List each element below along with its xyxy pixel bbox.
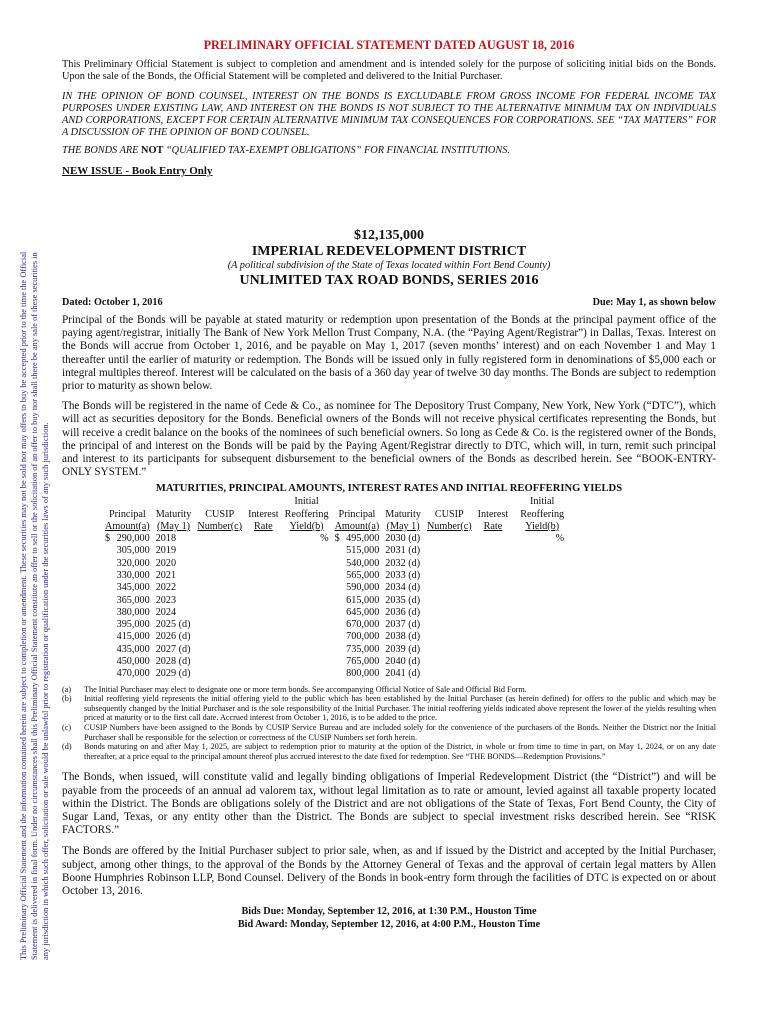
bids-due: Bids Due: Monday, September 12, 2016, at 1:30 P.M., Houston Time [241,906,537,918]
principal-amount: 800,000 [346,668,380,680]
col-principal-right: Principal [338,508,376,520]
reoffering-yield [517,582,567,594]
dollar-sign [332,631,343,643]
dollar-sign [102,668,113,680]
dollar-sign [102,607,113,619]
principal-amount: 495,000 [346,533,380,545]
col-amount-left: Amount(a) [105,520,150,532]
col-amount-right: Amount(a) [334,520,380,532]
reoffering-yield [282,558,332,570]
col-cusip-right: CUSIP [434,508,464,520]
intro-paragraph: This Preliminary Official Statement is subject to completion and amendment and is intended solely for the purpose of soliciting initial bids on the Bonds. Upon the sale of the Bonds, the Official Statement will be completed and delivered to the Initial Purchaser. [62,59,716,82]
cusip-number [194,644,245,656]
principal-amount: 700,000 [346,631,380,643]
offering-amount: $12,135,000 [354,228,424,243]
dollar-sign [102,570,113,582]
cusip-number [424,545,475,557]
principal-amount: 765,000 [346,656,380,668]
principal-amount: 670,000 [346,619,380,631]
principal-amount: 540,000 [346,557,380,569]
principal-amount: 470,000 [116,668,150,680]
table-row [102,570,567,582]
footnotes [62,685,716,762]
reoffering-yield [517,607,567,619]
footnote-text: Initial reoffering yield represents the initial offering yield to the public which has been established by the Initial Purchaser (as herein defined) for offers to the public and which may be subsequently changed by the Initial Purchaser and is the sole responsibility of the Initial Purchaser. The initial reoffering yields indicated above represent the lower of the yields resulting when priced at maturity or to the first call date. Accrued interest from October 1, 2016, is to be added to the price. [84,694,716,723]
disclaimer-line-2: Statement is delivered in final form. Under no circumstances shall this Preliminary Official Statement constitute an offer to sell or the solicitation of an offer to buy nor shall there be any sale of these securities in [30,252,40,960]
principal-amount: 515,000 [346,545,380,557]
interest-rate [475,644,512,656]
reoffering-yield [282,668,332,680]
series-title: UNLIMITED TAX ROAD BONDS, SERIES 2016 [239,273,539,288]
principal-amount: 290,000 [116,533,150,545]
cusip-number [194,656,245,668]
district-name: IMPERIAL REDEVELOPMENT DISTRICT [251,244,527,259]
principal-amount: 435,000 [116,643,150,655]
reoffering-yield [282,582,332,594]
dollar-sign [332,668,343,680]
table-row [102,533,567,545]
dollar-sign [102,558,113,570]
interest-rate [245,533,282,545]
principal-amount: 305,000 [116,545,150,557]
new-issue-label: NEW ISSUE - Book Entry Only [62,165,213,177]
interest-rate [475,570,512,582]
cusip-number [194,619,245,631]
cusip-number [194,607,245,619]
cusip-number [424,533,475,545]
principal-amount: 450,000 [116,656,150,668]
col-yieldb-right: Yield(b) [525,520,560,532]
interest-rate [245,582,282,594]
footnote [62,723,716,742]
interest-rate [475,656,512,668]
qualified-post: “QUALIFIED TAX-EXEMPT OBLIGATIONS” FOR FINANCIAL INSTITUTIONS. [163,145,510,156]
footnote [62,694,716,723]
interest-rate [245,570,282,582]
reoffering-yield [282,607,332,619]
maturity-year: 2018 [155,533,177,545]
cusip-number [194,595,245,607]
interest-rate [475,607,512,619]
col-may1-right: (May 1) [386,520,420,532]
cusip-number [194,668,245,680]
maturity-year: 2022 [155,582,177,594]
dates-row [62,297,716,308]
maturities-table [102,496,567,680]
bid-award: Bid Award: Monday, September 12, 2016, at 4:00 P.M., Houston Time [237,918,541,930]
dollar-sign [102,582,113,594]
reoffering-yield [282,656,332,668]
cusip-number [194,545,245,557]
maturity-year: 2029 (d) [155,668,191,680]
table-row [102,582,567,594]
qualified-pre: THE BONDS ARE [62,145,142,156]
reoffering-yield: % [320,533,329,545]
cusip-number [194,570,245,582]
principal-amount: 415,000 [116,631,150,643]
reoffering-yield [517,545,567,557]
table-row [102,656,567,668]
principal-amount: 590,000 [346,582,380,594]
interest-rate [245,668,282,680]
maturity-year: 2040 (d) [385,656,421,668]
reoffering-yield [517,631,567,643]
reoffering-yield [282,619,332,631]
maturity-year: 2024 [155,606,177,618]
interest-rate [475,545,512,557]
interest-rate [475,595,512,607]
col-yield-left: Reoffering [284,508,329,520]
dollar-sign [332,644,343,656]
principal-amount: 615,000 [346,594,380,606]
reoffering-yield [282,644,332,656]
table-row [102,668,567,680]
cusip-number [424,582,475,594]
interest-rate [475,533,512,545]
footnote-key: (b) [62,694,72,704]
maturity-year: 2019 [155,545,177,557]
interest-rate [245,558,282,570]
reoffering-yield: % [555,533,565,545]
maturity-year: 2035 (d) [385,594,421,606]
col-principal-left: Principal [108,508,146,520]
table-header-row-1 [102,509,567,521]
tax-opinion-paragraph: IN THE OPINION OF BOND COUNSEL, INTEREST ON THE BONDS IS EXCLUDABLE FROM GROSS INCOME FOR FEDERAL INCOME TAX PURPOSES UNDER EXISTING LAW, AND INTEREST ON THE BONDS IS NOT SUBJECT TO THE ALTERNATIVE MINIMUM TAX ON INDIVIDUALS AND CORPORATIONS, EXCEPT FOR CERTAIN ALTERNATIVE MINIMUM TAX CONSEQUENCES FOR CORPORATIONS. SEE “TAX MATTERS” FOR A DISCUSSION OF THE OPINION OF BOND COUNSEL. [62,91,716,138]
due-label: Due: May 1, as shown below [592,297,716,308]
maturity-year: 2039 (d) [385,643,421,655]
reoffering-yield [517,668,567,680]
table-row [102,545,567,557]
dollar-sign [332,595,343,607]
disclaimer-line-3: any jurisdiction in which such offer, solicitation or sale would be unlawful prior to registration or qualification under the securities laws of any such jurisdiction. [41,422,51,960]
maturity-year: 2026 (d) [155,631,191,643]
cusip-number [194,631,245,643]
district-subtitle: (A political subdivision of the State of Texas located within Fort Bend County) [227,260,551,271]
interest-rate [475,619,512,631]
interest-rate [475,558,512,570]
principal-amount: 380,000 [116,606,150,618]
footnote [62,685,716,695]
reoffering-yield [517,595,567,607]
footnote-key: (d) [62,742,72,752]
dollar-sign [332,582,343,594]
dollar-sign [332,545,343,557]
cusip-number [194,558,245,570]
interest-rate [245,619,282,631]
col-rate-right: Rate [483,520,503,532]
interest-rate [245,656,282,668]
cusip-number [424,570,475,582]
dollar-sign: $ [334,533,340,545]
principal-paragraph: Principal of the Bonds will be payable at stated maturity or redemption upon presentation of the Bonds at the principal payment office of the paying agent/registrar, initially The Bank of New York Mellon Trust Company, N.A. (the “Paying Agent/Registrar”) in Dallas, Texas. Interest on the Bonds will accrue from October 1, 2016, and be payable on May 1, 2017 (seven months’ interest) and on each November 1 and May 1 thereafter until the earlier of maturity or redemption. The Bonds will be issued only in fully registered form in denominations of $5,000 each or integral multiples thereof. Interest will be calculated on the basis of a 360 day year of twelve 30 day months. The Bonds are subject to redemption prior to maturity as shown below. [62,314,716,393]
col-rate-left: Rate [254,520,273,532]
principal-amount: 320,000 [116,557,150,569]
maturity-year: 2027 (d) [155,643,191,655]
reoffering-yield [517,570,567,582]
cusip-number [424,644,475,656]
principal-amount: 365,000 [116,594,150,606]
maturity-year: 2028 (d) [155,656,191,668]
cusip-number [194,582,245,594]
footnote-text: Bonds maturing on and after May 1, 2025, are subject to redemption prior to maturity at the option of the District, in whole or from time to time in part, on May 1, 2024, or on any date thereafter, at a price equal to the principal amount thereof plus accrued interest to the date fixed for redemption. See “THE BONDS—Redemption Provisions.” [84,742,716,761]
principal-amount: 345,000 [116,582,150,594]
reoffering-yield [517,558,567,570]
maturity-year: 2038 (d) [385,631,421,643]
dollar-sign [102,545,113,557]
col-cusip-left: CUSIP [205,508,235,520]
table-row [102,631,567,643]
dollar-sign [102,644,113,656]
cusip-number [424,668,475,680]
principal-amount: 645,000 [346,606,380,618]
footnote [62,742,716,761]
reoffering-yield [282,570,332,582]
maturity-year: 2025 (d) [155,619,191,631]
reoffering-yield [282,545,332,557]
maturity-year: 2037 (d) [385,619,421,631]
footnote-key: (c) [62,722,72,732]
disclaimer-sidebar [18,30,52,960]
col-may1-left: (May 1) [156,520,191,532]
registration-paragraph: The Bonds will be registered in the name of Cede & Co., as nominee for The Depository Trust Company, New York, New York (“DTC”), which will act as securities depository for the Bonds. Beneficial owners of the Bonds will not receive physical certificates representing the Bonds, but will receive a credit balance on the books of the nominees of such beneficial owners. So long as Cede & Co. is the registered owner of the Bonds, the principal of and interest on the Bonds will be paid by the Paying Agent/Registrar directly to DTC, which will, in turn, remit such principal and interest to its participants for subsequent disbursement to the beneficial owners of the Bonds as described herein. See “BOOK-ENTRY-ONLY SYSTEM.” [62,400,716,479]
bid-info [62,906,716,931]
obligations-paragraph: The Bonds, when issued, will constitute valid and legally binding obligations of Imperial Redevelopment District (the “District”) and will be payable from the proceeds of an annual ad valorem tax, without legal limitation as to rate or amount, levied against all taxable property located within the District. The Bonds are obligations solely of the District and are not obligations of the State of Texas, Fort Bend County, the City of Sugar Land, Texas, or any entity other than the District. The Bonds are subject to special investment risks described herein. See “RISK FACTORS.” [62,771,716,837]
interest-rate [245,644,282,656]
table-row [102,607,567,619]
col-maturity-right: Maturity [385,508,421,520]
footnote-text: The Initial Purchaser may elect to designate one or more term bonds. See accompanying Official Notice of Sale and Official Bid Form. [84,684,527,694]
table-row [102,595,567,607]
reoffering-yield [517,656,567,668]
maturity-year: 2036 (d) [385,606,421,618]
dollar-sign [102,595,113,607]
maturity-year: 2023 [155,594,177,606]
interest-rate [245,595,282,607]
maturity-year: 2020 [155,557,177,569]
table-row [102,558,567,570]
interest-rate [475,631,512,643]
maturities-body [102,533,567,681]
qualified-not: NOT [141,145,164,156]
cusip-number [424,619,475,631]
reoffering-yield [517,619,567,631]
maturity-year: 2030 (d) [385,533,421,545]
table-header-row-2 [102,521,567,533]
interest-rate [475,582,512,594]
reoffering-yield [282,595,332,607]
cusip-number [424,607,475,619]
cusip-number [424,631,475,643]
dollar-sign [332,570,343,582]
footnote-key: (a) [62,684,72,694]
interest-rate [245,545,282,557]
cusip-number [194,533,245,545]
maturity-year: 2032 (d) [385,557,421,569]
maturities-heading: MATURITIES, PRINCIPAL AMOUNTS, INTEREST RATES AND INITIAL REOFFERING YIELDS [155,483,623,495]
col-yield-right: Reoffering [520,508,565,520]
reoffering-yield [517,644,567,656]
cusip-number [424,558,475,570]
footnote-text: CUSIP Numbers have been assigned to the Bonds by CUSIP Service Bureau and are included solely for the convenience of the purchasers of the Bonds. Neither the District nor the Initial Purchaser shall be responsible for the selection or correctness of the CUSIP Numbers set forth herein. [84,722,716,742]
table-row [102,619,567,631]
interest-rate [245,631,282,643]
principal-amount: 395,000 [116,619,150,631]
maturity-year: 2031 (d) [385,545,421,557]
col-number-left: Number(c) [197,520,243,532]
dollar-sign [332,558,343,570]
maturity-year: 2041 (d) [385,668,421,680]
dollar-sign [332,619,343,631]
col-initial-left: Initial [294,496,319,508]
col-initial-right: Initial [530,496,555,508]
document-title: PRELIMINARY OFFICIAL STATEMENT DATED AUGUST 18, 2016 [203,38,575,52]
dollar-sign: $ [105,533,111,545]
dollar-sign [102,631,113,643]
col-yieldb-left: Yield(b) [289,520,324,532]
dollar-sign [102,656,113,668]
interest-rate [245,607,282,619]
col-interest-right: Interest [477,508,509,520]
principal-amount: 330,000 [116,569,150,581]
dollar-sign [332,607,343,619]
col-number-right: Number(c) [426,520,472,532]
principal-amount: 735,000 [346,643,380,655]
qualified-paragraph [62,145,716,157]
document-body [62,38,716,931]
table-header-row-initial [102,496,567,508]
reoffering-yield [282,631,332,643]
maturity-year: 2021 [155,569,177,581]
disclaimer-line-1: This Preliminary Official Statement and the information contained herein are subject to completion or amendment. These securities may not be sold nor may offers to buy be accepted prior to the time the Official [19,251,28,960]
table-row [102,644,567,656]
offered-paragraph: The Bonds are offered by the Initial Purchaser subject to prior sale, when, as and if issued by the District and accepted by the Initial Purchaser, subject, among other things, to the approval of the Bonds by the Attorney General of Texas and the approval of certain legal matters by Allen Boone Humphries Robinson LLP, Bond Counsel. Delivery of the Bonds in book-entry form through the facilities of DTC is expected on or about October 13, 2016. [62,845,716,897]
cusip-number [424,595,475,607]
principal-amount: 565,000 [346,569,380,581]
cusip-number [424,656,475,668]
dollar-sign [332,656,343,668]
col-maturity-left: Maturity [155,508,192,520]
maturity-year: 2033 (d) [385,569,421,581]
dated-label: Dated: October 1, 2016 [62,297,163,308]
interest-rate [475,668,512,680]
dollar-sign [102,619,113,631]
col-interest-left: Interest [248,508,279,520]
maturity-year: 2034 (d) [385,582,421,594]
